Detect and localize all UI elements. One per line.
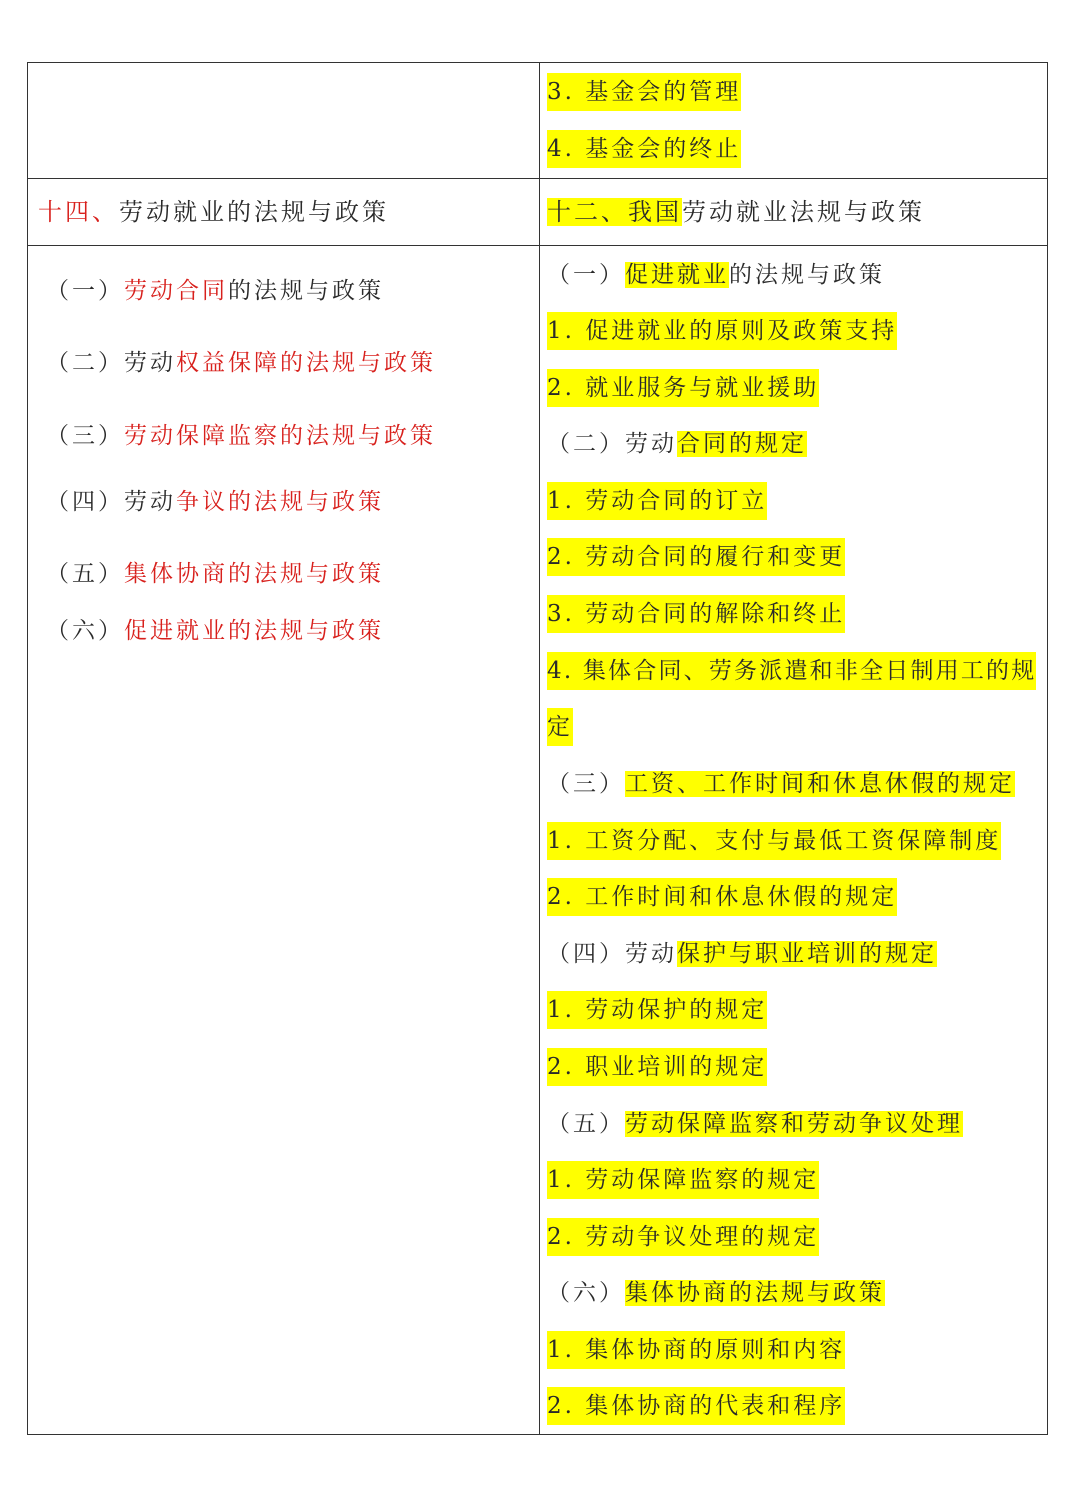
left-section-text: 劳动就业的法规与政策	[119, 198, 389, 226]
right-row-10	[547, 765, 1015, 803]
left-item-2-keyword: 权益保障的法规与政策	[176, 350, 436, 376]
right-row-11: 1. 工资分配、支付与最低工资保障制度	[547, 822, 1001, 860]
right-row-19	[547, 1274, 885, 1312]
left-item-2-prefix: （二）劳动	[46, 350, 176, 376]
left-item-3-prefix: （三）	[46, 423, 124, 449]
right-row-6: 2. 劳动合同的履行和变更	[547, 538, 845, 576]
right-row-14: 1. 劳动保护的规定	[547, 991, 767, 1029]
right-section-text: 劳动就业法规与政策	[682, 198, 925, 226]
left-item-1-keyword: 劳动合同	[124, 278, 228, 304]
right-row-1	[547, 256, 885, 294]
left-item-4-keyword: 争议的法规与政策	[176, 489, 384, 515]
left-item-6-keyword: 促进就业的法规与政策	[124, 618, 384, 644]
left-item-1-prefix: （一）	[46, 278, 124, 304]
left-item-6-prefix: （六）	[46, 618, 124, 644]
right-row-19-keyword: 集体协商的法规与政策	[625, 1280, 885, 1306]
left-item-1-rest: 的法规与政策	[228, 278, 384, 304]
right-section-number: 十二、我国	[547, 198, 682, 226]
right-row-1-keyword: 促进就业	[625, 262, 729, 288]
left-item-6	[46, 612, 384, 650]
right-row-17: 1. 劳动保障监察的规定	[547, 1161, 819, 1199]
row-divider-2	[28, 245, 1047, 246]
right-row-13	[547, 935, 937, 973]
left-item-5	[46, 555, 384, 593]
fund-management-item: 3. 基金会的管理	[547, 73, 741, 111]
right-row-13-prefix: （四）劳动	[547, 941, 677, 967]
left-item-1	[46, 272, 384, 310]
right-section-title	[547, 193, 925, 231]
right-row-2: 1. 促进就业的原则及政策支持	[547, 312, 897, 350]
left-item-3	[46, 417, 436, 455]
right-row-5: 1. 劳动合同的订立	[547, 482, 767, 520]
right-row-1-rest: 的法规与政策	[729, 262, 885, 288]
right-row-21: 2. 集体协商的代表和程序	[547, 1387, 845, 1425]
left-item-4	[46, 483, 384, 521]
left-section-number: 十四、	[38, 198, 119, 226]
fund-termination-item: 4. 基金会的终止	[547, 130, 741, 168]
row-divider-1	[28, 178, 1047, 179]
right-row-20: 1. 集体协商的原则和内容	[547, 1331, 845, 1369]
right-row-19-prefix: （六）	[547, 1280, 625, 1306]
syllabus-table	[27, 62, 1048, 1435]
right-row-9: 定	[547, 708, 573, 746]
right-row-16-prefix: （五）	[547, 1111, 625, 1137]
right-row-18: 2. 劳动争议处理的规定	[547, 1218, 819, 1256]
right-row-3: 2. 就业服务与就业援助	[547, 369, 819, 407]
left-item-2	[46, 344, 436, 382]
right-row-13-keyword: 保护与职业培训的规定	[677, 941, 937, 967]
left-item-5-prefix: （五）	[46, 561, 124, 587]
right-row-4-keyword: 合同的规定	[677, 431, 807, 457]
right-row-16-keyword: 劳动保障监察和劳动争议处理	[625, 1111, 963, 1137]
right-row-1-prefix: （一）	[547, 262, 625, 288]
left-item-5-keyword: 集体协商的法规与政策	[124, 561, 384, 587]
right-row-10-prefix: （三）	[547, 771, 625, 797]
column-divider	[539, 63, 540, 1434]
left-item-4-prefix: （四）劳动	[46, 489, 176, 515]
right-row-12: 2. 工作时间和休息休假的规定	[547, 878, 897, 916]
right-row-8: 4. 集体合同、劳务派遣和非全日制用工的规	[547, 652, 1036, 690]
right-row-4-prefix: （二）劳动	[547, 431, 677, 457]
right-row-10-keyword: 工资、工作时间和休息休假的规定	[625, 771, 1015, 797]
right-row-16	[547, 1105, 963, 1143]
right-row-7: 3. 劳动合同的解除和终止	[547, 595, 845, 633]
left-item-3-keyword: 劳动保障监察的法规与政策	[124, 423, 436, 449]
right-row-4	[547, 425, 807, 463]
left-section-title	[38, 193, 389, 231]
right-row-15: 2. 职业培训的规定	[547, 1048, 767, 1086]
